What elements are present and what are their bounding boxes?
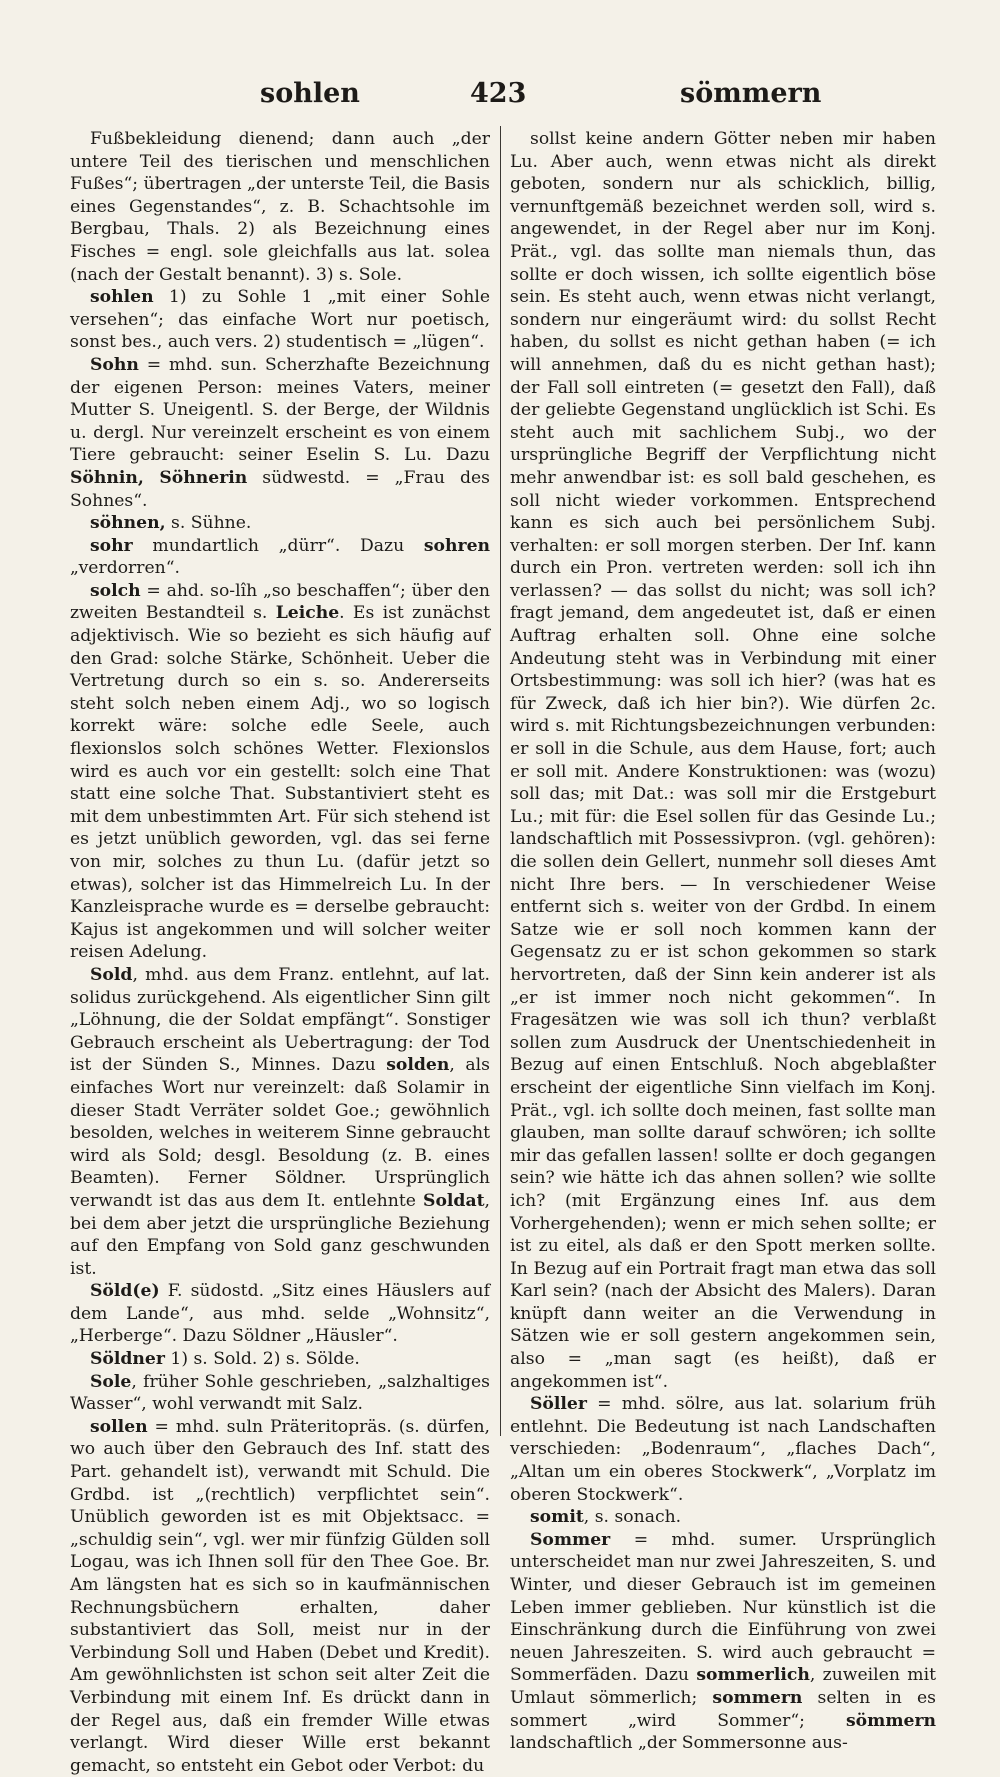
entry-continuation — [70, 128, 490, 286]
page-number: 423 — [470, 78, 527, 109]
entry-headword: solden — [386, 1055, 450, 1076]
entry-text: . Es ist zunächst adjektivisch. Wie so bezieht es sich häufig auf den Grad: solche Stärke, Schönheit. Ueber die Vertretung durch so ein s. so. Andererseits steht solch neben einem Adj., wo so logisch korrekt wäre: solche edle Seele, auch flexionslos solch schönes Wetter. Flexionslos wird es auch vor ein gestellt: solch eine That statt eine solche That. Substantiviert steht es mit dem unbestimmten Art. Für sich stehend ist es jetzt unüblich geworden, vgl. das sei ferne von mir, solches zu thun Lu. (dafür jetzt so etwas), solcher ist das Himmelreich Lu. In der Kanzleisprache wurde es = derselbe gebraucht: Kajus ist angekommen und will solcher weiter reisen Adelung. — [70, 603, 490, 963]
entry-text: = mhd. suln Präteritopräs. (s. dürfen, wo auch über den Gebrauch des Inf. statt des Part. gehandelt ist), verwandt mit Schuld. Die Grdbd. ist „(rechtlich) verpflichtet sein“. Unüblich geworden ist es mit Objektsacc. = „schuldig sein“, vgl. wer mir fünfzig Gülden soll Logau, was ich Ihnen soll für den Thee Goe. Br. Am längsten hat es sich so in kaufmännischen Rechnungsbüchern erhalten, daher substantiviert das Soll, meist nur in der Verbindung Soll und Haben (Debet und Kredit). Am gewöhnlichsten ist schon seit alter Zeit die Verbindung mit einem Inf. Es drückt dann in der Regel aus, daß ein fremder Wille etwas verlangt. Wird dieser Wille erst bekannt gemacht, so entsteht ein Gebot oder Verbot: du — [70, 1416, 490, 1776]
entry-text: , als einfaches Wort nur vereinzelt: daß Solamir in dieser Stadt Verräter soldet Goe.; gewöhnlich besolden, welches in weiterem Sinne gebraucht wird als Sold; desgl. Besoldung (z. B. eines Beamten). Ferner Söldner. Ursprünglich verwandt ist das aus dem It. entlehnte — [70, 1055, 490, 1211]
entry-text: = ahd. so-lîh „so beschaffen“; über den zweiten Bestandteil s. — [70, 580, 490, 624]
entry-text: , s. sonach. — [583, 1507, 682, 1528]
entry-headword: Sold — [90, 964, 133, 985]
entry-text: , mhd. aus dem Franz. entlehnt, auf lat. solidus zurückgehend. Als eigentlicher Sinn gilt „Löhnung, die der Soldat empfängt“. Sonstiger Gebrauch erscheint als Uebertragung: der Tod ist der Sünden S., Minnes. Dazu — [70, 964, 490, 1076]
entry-text: F. südostd. „Sitz eines Häuslers auf dem Lande“, aus mhd. selde „Wohnsitz“, „Herberge“. Dazu Söldner „Häusler“. — [70, 1281, 490, 1347]
entry-headword: sohr — [90, 535, 133, 556]
entry-text: , zuweilen mit Umlaut sömmerlich; — [510, 1665, 936, 1708]
entry-text: sollst keine andern Götter neben mir haben Lu. Aber auch, wenn etwas nicht als direkt geboten, sondern nur als schicklich, billig, vernunftgemäß bezeichnet werden soll, wird s. angewendet, in der Regel aber nur im Konj. Prät., vgl. das sollte man niemals thun, das sollte er doch wissen, ich sollte eigentlich böse sein. Es steht auch, wenn etwas nicht verlangt, sondern nur eingeräumt wird: du sollst Recht haben, du sollst es nicht gethan haben (= ich will annehmen, daß du es nicht gethan hast); der Fall soll eintreten (= gesetzt den Fall), daß der geliebte Gegenstand unglücklich ist Schi. Es steht auch mit sachlichem Subj., wo der ursprüngliche Begriff der Verpflichtung nicht mehr anwendbar ist: es soll bald geschehen, es soll nicht wieder vorkommen. Entsprechend kann es sich auch bei persönlichem Subj. verhalten: er soll morgen sterben. Der Inf. kann durch ein Pron. vertreten werden: soll ich ihn verlassen? — das sollst du nicht; was soll ich? fragt jemand, dem angedeutet ist, daß er einen Auftrag erhalten soll. Ohne eine solche Andeutung steht was in Verbindung mit einer Ortsbestimmung: was soll ich hier? (was hat es für Zweck, daß ich hier bin?). Wie dürfen 2c. wird s. mit Richtungsbezeichnungen verbunden: er soll in die Schule, aus dem Hause, fort; auch er soll mit. Andere Konstruktionen: was (wozu) soll das; mit Dat.: was soll mir die Erstgeburt Lu.; mit für: die Esel sollen für das Gesinde Lu.; landschaftlich mit Possessivpron. (vgl. gehören): die sollen dein Gellert, nunmehr soll dieses Amt nicht Ihre bers. — In verschiedener Weise entfernt sich s. weiter von der Grdbd. In einem Satze wie er soll noch kommen kann der Gegensatz zu er ist schon gekommen so stark hervortreten, daß der Sinn kein anderer ist als „er ist immer noch nicht gekommen“. In Fragesätzen wie was soll ich thun? verblaßt sollen zum Ausdruck der Unentschiedenheit in Bezug auf einen Entschluß. Noch abgeblaßter erscheint der eigentliche Sinn vielfach im Konj. Prät., vgl. ich sollte doch meinen, fast sollte man glauben, man sollte darauf schwören; ich sollte mir das gefallen lassen! sollte er doch gegangen sein? wie hätte ich das ahnen sollen? wie sollte ich? (mit Ergänzung eines Inf. aus dem Vorhergehenden); wenn er mich sehen sollte; er ist zu eitel, als daß er den Spott merken sollte. In Bezug auf ein Portrait fragt man etwa das soll Karl sein? (nach der Absicht des Malers). Daran knüpft dann weiter an die Verwendung in Sätzen wie er soll gestern angekommen sein, also = „man sagt (es heißt), daß er angekommen ist“. — [510, 129, 936, 1392]
entry-headword: sohlen — [90, 287, 154, 308]
header-left-catchword: sohlen — [260, 78, 360, 109]
entry-headword: somit — [530, 1507, 584, 1528]
entry-headword: Sole — [90, 1371, 132, 1392]
entry-headword: Sohn — [90, 354, 139, 375]
dictionary-entry — [510, 1529, 936, 1755]
entry-text: Fußbekleidung dienend; dann auch „der untere Teil des tierischen und menschlichen Fußes“; übertragen „der unterste Teil, die Basis eines Gegenstandes“, z. B. Schachtsohle im Bergbau, Thals. 2) als Bezeichnung eines Fisches = engl. sole gleichfalls aus lat. solea (nach der Gestalt benannt). 3) s. Sole. — [70, 129, 490, 285]
entry-headword: sohren — [423, 535, 490, 556]
entry-headword: Söld(e) — [90, 1281, 160, 1302]
entry-text: landschaftlich „der Sommersonne aus- — [510, 1733, 848, 1754]
entry-headword: Söller — [530, 1394, 587, 1415]
entry-text: = mhd. sumer. Ursprünglich unterscheidet man nur zwei Jahreszeiten, S. und Winter, und dieser Gebrauch ist im gemeinen Leben immer geblieben. Nur künstlich ist die Einschränkung durch die Einführung von zwei neuen Jahreszeiten. S. wird auch gebraucht = Sommerfäden. Dazu — [510, 1529, 936, 1686]
entry-headword: sommerlich — [696, 1665, 810, 1686]
entry-text: = mhd. sölre, aus lat. solarium früh entlehnt. Die Bedeutung ist nach Landschaften verschieden: „Bodenraum“, „flaches Dach“, „Altan um ein oberes Stockwerk“, „Vorplatz im oberen Stockwerk“. — [510, 1394, 936, 1505]
entry-headword: Soldat — [423, 1190, 485, 1211]
dictionary-entry — [70, 286, 490, 354]
column-divider — [500, 126, 501, 1436]
entry-headword: Leiche — [275, 603, 340, 624]
header-right-catchword: sömmern — [680, 78, 822, 109]
dictionary-entry — [70, 354, 490, 512]
dictionary-entry — [70, 1416, 490, 1777]
entry-text: „verdorren“. — [70, 558, 180, 579]
entry-headword: Söhnin, Söhnerin — [70, 467, 248, 488]
entry-headword: sommern — [712, 1687, 803, 1708]
entry-continuation — [510, 128, 936, 1393]
entry-text: 1) zu Sohle 1 „mit einer Sohle versehen“; das einfache Wort nur poetisch, sonst bes., auch vers. 2) studentisch = „lügen“. — [70, 287, 490, 353]
page-header — [70, 78, 940, 118]
entry-text: 1) s. Sold. 2) s. Sölde. — [164, 1349, 360, 1370]
right-column — [510, 128, 936, 1755]
entry-text: selten in es sommert „wird Sommer“; — [510, 1687, 936, 1731]
entry-headword: Sommer — [530, 1529, 611, 1550]
dictionary-entry — [510, 1506, 936, 1529]
entry-headword: solch — [90, 580, 141, 601]
entry-headword: Söldner — [90, 1349, 165, 1370]
dictionary-entry — [70, 535, 490, 580]
entry-text: südwestd. = „Frau des Sohnes“. — [70, 467, 490, 511]
dictionary-entry — [510, 1393, 936, 1506]
dictionary-entry — [70, 1371, 490, 1416]
entry-headword: sömmern — [846, 1710, 936, 1731]
entry-text: = mhd. sun. Scherzhafte Bezeichnung der eigenen Person: meines Vaters, meiner Mutter S. Uneigentl. S. der Berge, der Wildnis u. dergl. Nur vereinzelt erscheint es von einem Tiere gebraucht: seiner Eselin S. Lu. Dazu — [70, 354, 490, 466]
entry-headword: söhnen, — [90, 513, 166, 534]
entry-text: mundartlich „dürr“. Dazu — [132, 535, 424, 556]
dictionary-entry — [70, 580, 490, 964]
entry-text: , bei dem aber jetzt die ursprüngliche Beziehung auf den Empfang von Sold ganz geschwunden ist. — [70, 1190, 490, 1279]
entry-headword: sollen — [90, 1416, 148, 1437]
entry-text: , früher Sohle geschrieben, „salzhaltiges Wasser“, wohl verwandt mit Salz. — [70, 1371, 490, 1415]
left-column — [70, 128, 490, 1777]
dictionary-entry — [70, 512, 490, 535]
dictionary-entry — [70, 1280, 490, 1348]
dictionary-entry — [70, 1348, 490, 1371]
entry-text: s. Sühne. — [165, 513, 252, 534]
dictionary-entry — [70, 964, 490, 1280]
